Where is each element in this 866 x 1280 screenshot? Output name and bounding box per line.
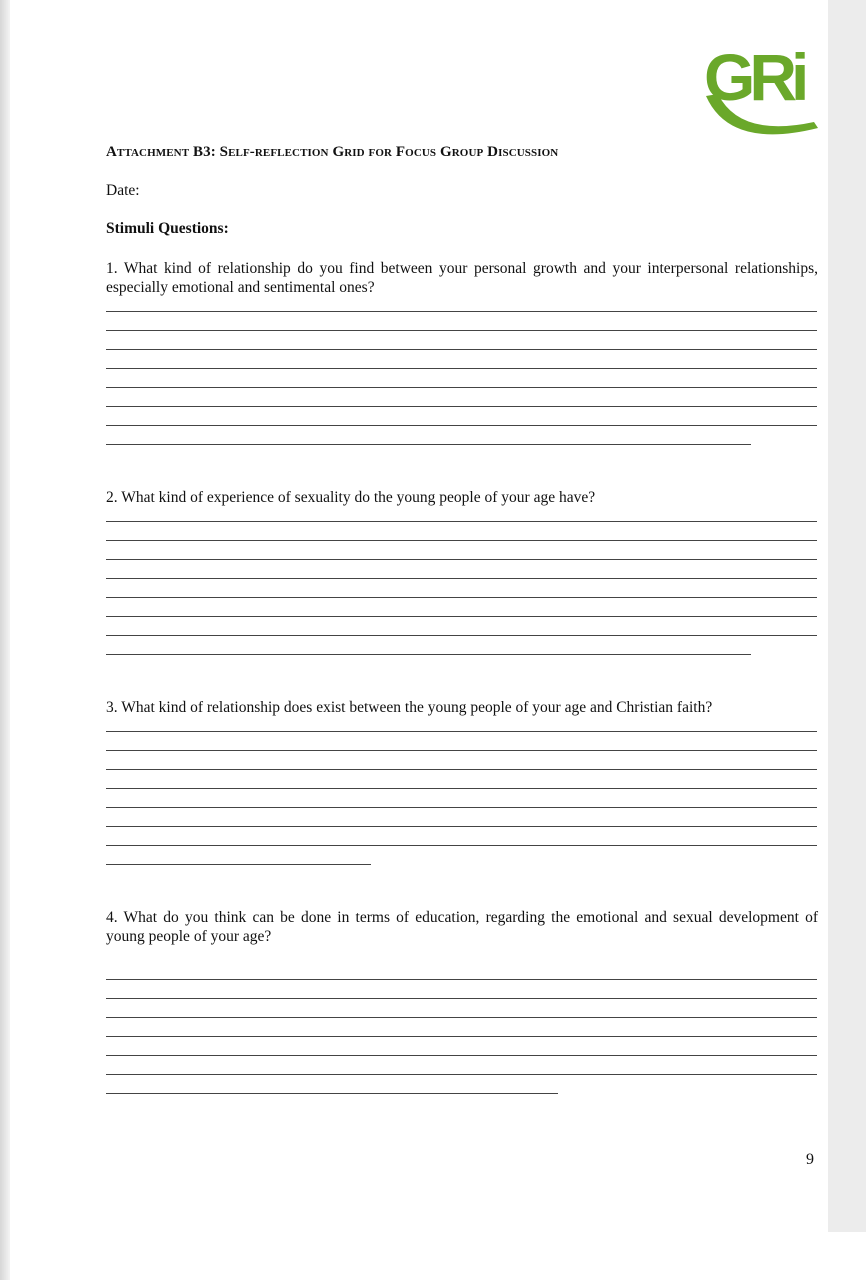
answer-line[interactable] — [106, 731, 817, 732]
answer-line[interactable] — [106, 1093, 558, 1094]
question-3: 3. What kind of relationship does exist between the young people of your age and Christian faith? — [106, 699, 713, 716]
question-1: 1. What kind of relationship do you find between your personal growth and your interpersonal relationships, especially emotional and sentimental ones? — [106, 260, 818, 296]
answer-line[interactable] — [106, 559, 817, 560]
answer-line[interactable] — [106, 826, 817, 827]
answer-line[interactable] — [106, 788, 817, 789]
answer-line[interactable] — [106, 349, 817, 350]
attachment-heading: Attachment B3: Self-reflection Grid for Focus Group Discussion — [106, 144, 559, 160]
answer-line[interactable] — [106, 444, 751, 445]
page-corner — [828, 1232, 866, 1280]
answer-line[interactable] — [106, 1017, 817, 1018]
answer-line[interactable] — [106, 616, 817, 617]
question-4: 4. What do you think can be done in terms of education, regarding the emotional and sexual development of young people of your age? — [106, 909, 818, 945]
gri-logo — [700, 38, 822, 144]
answer-line[interactable] — [106, 578, 817, 579]
answer-line[interactable] — [106, 807, 817, 808]
page-shadow-edge — [0, 0, 10, 1280]
question-2: 2. What kind of experience of sexuality do the young people of your age have? — [106, 489, 596, 506]
stimuli-label: Stimuli Questions: — [106, 220, 229, 237]
page-number: 9 — [806, 1151, 814, 1168]
answer-line[interactable] — [106, 1036, 817, 1037]
answer-line[interactable] — [106, 654, 751, 655]
answer-line[interactable] — [106, 769, 817, 770]
answer-line[interactable] — [106, 387, 817, 388]
answer-line[interactable] — [106, 998, 817, 999]
answer-line[interactable] — [106, 330, 817, 331]
answer-line[interactable] — [106, 979, 817, 980]
answer-line[interactable] — [106, 368, 817, 369]
answer-line[interactable] — [106, 425, 817, 426]
answer-line[interactable] — [106, 750, 817, 751]
answer-line[interactable] — [106, 521, 817, 522]
answer-line[interactable] — [106, 845, 817, 846]
answer-line[interactable] — [106, 406, 817, 407]
answer-line[interactable] — [106, 540, 817, 541]
answer-line[interactable] — [106, 1074, 817, 1075]
date-label: Date: — [106, 182, 140, 199]
answer-line[interactable] — [106, 864, 371, 865]
gri-logo-text: GRi — [704, 40, 804, 114]
answer-line[interactable] — [106, 311, 817, 312]
answer-line[interactable] — [106, 597, 817, 598]
answer-line[interactable] — [106, 1055, 817, 1056]
answer-line[interactable] — [106, 635, 817, 636]
